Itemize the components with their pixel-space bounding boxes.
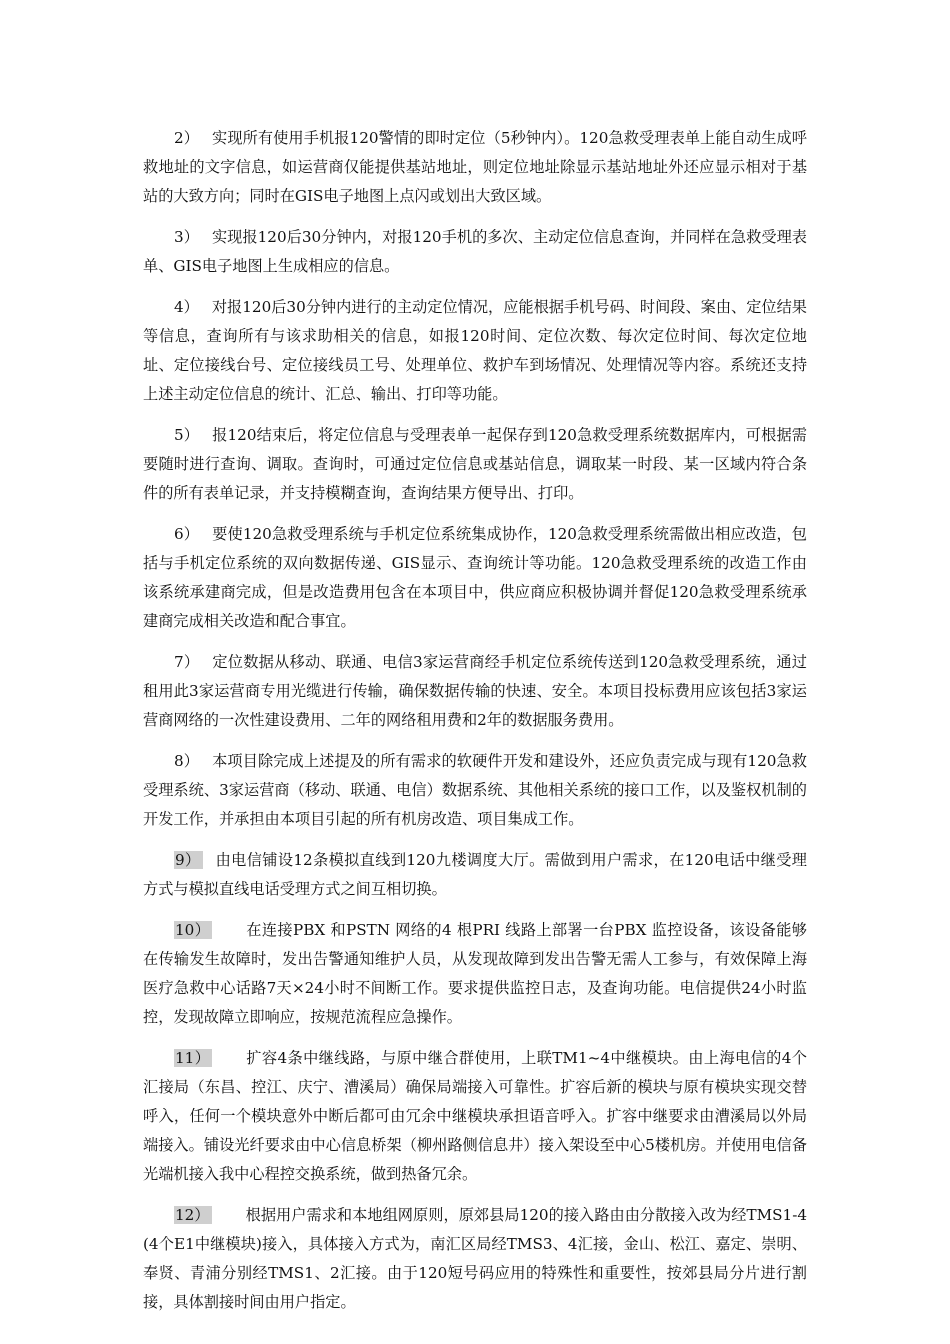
item-number: 3） (174, 228, 199, 246)
paragraph-text: 报120结束后，将定位信息与受理表单一起保存到120急救受理系统数据库内，可根据需要随时进行查询、调取。查询时，可通过定位信息或基站信息，调取某一时段、某一区域内符合条件的所有表单记录，并支持模糊查询，查询结果方便导出、打印。 (143, 426, 807, 502)
paragraph-item-6 (143, 520, 807, 636)
paragraph-item-2 (143, 124, 807, 211)
paragraph-item-5 (143, 421, 807, 508)
item-number-highlighted: 11） (175, 1049, 211, 1067)
paragraph-item-9 (143, 846, 807, 904)
item-number-highlighted: 12） (175, 1206, 210, 1224)
paragraph-text: 本项目除完成上述提及的所有需求的软硬件开发和建设外，还应负责完成与现有120急救受理系统、3家运营商（移动、联通、电信）数据系统、其他相关系统的接口工作，以及鉴权机制的开发工作，并承担由本项目引起的所有机房改造、项目集成工作。 (143, 752, 807, 828)
document-body (143, 124, 807, 1329)
paragraph-item-8 (143, 747, 807, 834)
paragraph-text: 实现报120后30分钟内，对报120手机的多次、主动定位信息查询，并同样在急救受理表单、GIS电子地图上生成相应的信息。 (143, 228, 807, 275)
item-number: 7） (174, 653, 200, 671)
paragraph-item-11 (143, 1044, 807, 1189)
item-number: 5） (174, 426, 200, 444)
item-number: 2） (174, 129, 200, 147)
item-number: 4） (174, 298, 199, 316)
paragraph-text: 根据用户需求和本地组网原则，原郊县局120的接入路由由分散接入改为经TMS1-4(4个E1中继模块)接入，具体接入方式为，南汇区局经TMS3、4汇接，金山、松江、嘉定、崇明、奉贤、青浦分别经TMS1、2汇接。由于120短号码应用的特殊性和重要性，按郊县局分片进行割接，具体割接时间由用户指定。 (143, 1206, 808, 1311)
paragraph-text: 对报120后30分钟内进行的主动定位情况，应能根据手机号码、时间段、案由、定位结果等信息，查询所有与该求助相关的信息，如报120时间、定位次数、每次定位时间、每次定位地址、定位接线台号、定位接线员工号、处理单位、救护车到场情况、处理情况等内容。系统还支持上述主动定位信息的统计、汇总、输出、打印等功能。 (143, 298, 807, 403)
item-number: 6） (174, 525, 200, 543)
paragraph-text: 由电信铺设12条模拟直线到120九楼调度大厅。需做到用户需求，在120电话中继受理方式与模拟直线电话受理方式之间互相切换。 (143, 851, 807, 898)
paragraph-text: 扩容4条中继线路，与原中继合群使用，上联TM1~4中继模块。由上海电信的4个汇接局（东昌、控江、庆宁、漕溪局）确保局端接入可靠性。扩容后新的模块与原有模块实现交替呼入，任何一个模块意外中断后都可由冗余中继模块承担语音呼入。扩容中继要求由漕溪局以外局端接入。铺设光纤要求由中心信息桥架（柳州路侧信息井）接入架设至中心5楼机房。并使用电信备光端机接入我中心程控交换系统，做到热备冗余。 (143, 1049, 807, 1183)
paragraph-item-12 (143, 1201, 807, 1317)
item-number-highlighted: 9） (175, 851, 201, 869)
paragraph-text: 定位数据从移动、联通、电信3家运营商经手机定位系统传送到120急救受理系统，通过租用此3家运营商专用光缆进行传输，确保数据传输的快速、安全。本项目投标费用应该包括3家运营商网络的一次性建设费用、二年的网络租用费和2年的数据服务费用。 (143, 653, 807, 729)
paragraph-item-10 (143, 916, 807, 1032)
item-number-highlighted: 10） (175, 921, 211, 939)
paragraph-text: 实现所有使用手机报120警情的即时定位（5秒钟内）。120急救受理表单上能自动生成呼救地址的文字信息，如运营商仅能提供基站地址，则定位地址除显示基站地址外还应显示相对于基站的大致方向；同时在GIS电子地图上点闪或划出大致区域。 (143, 129, 807, 205)
paragraph-item-3 (143, 223, 807, 281)
paragraph-text: 在连接PBX 和PSTN 网络的4 根PRI 线路上部署一台PBX 监控设备，该设备能够在传输发生故障时，发出告警通知维护人员，从发现故障到发出告警无需人工参与，有效保障上海医疗急救中心话路7天×24小时不间断工作。要求提供监控日志，及查询功能。电信提供24小时监控，发现故障立即响应，按规范流程应急操作。 (143, 921, 807, 1026)
paragraph-item-4 (143, 293, 807, 409)
paragraph-text: 要使120急救受理系统与手机定位系统集成协作，120急救受理系统需做出相应改造，包括与手机定位系统的双向数据传递、GIS显示、查询统计等功能。120急救受理系统的改造工作由该系统承建商完成，但是改造费用包含在本项目中，供应商应积极协调并督促120急救受理系统承建商完成相关改造和配合事宜。 (143, 525, 807, 630)
paragraph-item-7 (143, 648, 807, 735)
item-number: 8） (174, 752, 200, 770)
